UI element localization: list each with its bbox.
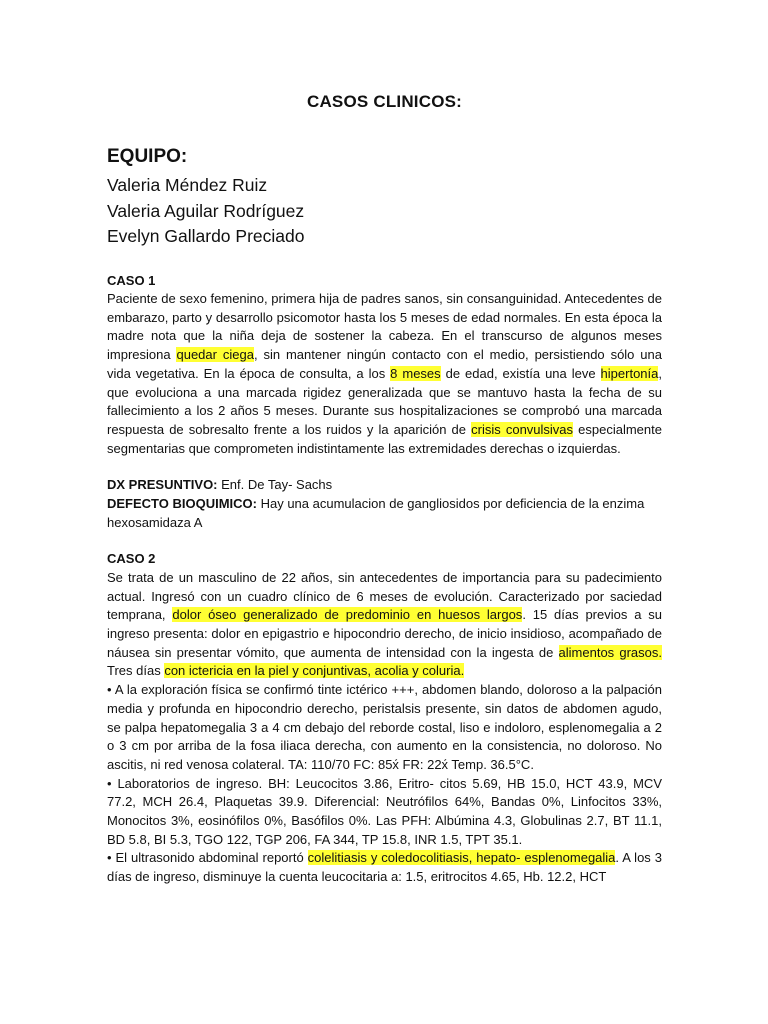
highlighted-text: con ictericia en la piel y conjuntivas, acolia y coluria. <box>164 663 465 679</box>
case-1-heading: CASO 1 <box>107 272 156 288</box>
case-2-heading: CASO 2 <box>107 551 156 567</box>
highlighted-text: alimentos grasos. <box>558 644 662 660</box>
text-run: de edad, existía una leve <box>440 365 601 381</box>
exam-bullet: • A la exploración física se confirmó tinte ictérico +++, abdomen blando, doloroso a la palpación media y profunda en hipocondrio derecho, peristalsis presente, sin datos de abdomen agudo, se palpa hepatomegalia 3 a 4 cm debajo del reborde costal, liso e indoloro, esplenomegalia a 2 o 3 cm por arriba de la fosa iliaca derecha, con aumento en la consistencia, no doloroso. No ascitis, ni red venosa colateral. TA: 110/70 FC: 85x́ FR: 22x́ Temp. 36.5°C. <box>107 682 662 772</box>
team-member: Evelyn Gallardo Preciado <box>107 226 305 246</box>
team-member: Valeria Méndez Ruiz <box>107 175 268 195</box>
diagnosis-label: DX PRESUNTIVO: <box>107 477 218 493</box>
document-title: CASOS CLINICOS: <box>306 92 463 111</box>
team-member: Valeria Aguilar Rodríguez <box>107 200 305 221</box>
highlighted-text: 8 meses <box>390 365 441 381</box>
highlighted-text: colelitiasis y coledocolitiasis, hepato- esplenomegalia <box>307 850 616 866</box>
highlighted-text: hipertonía <box>600 365 659 381</box>
case-1-section <box>107 272 662 533</box>
case-2-paragraph <box>107 569 662 681</box>
case-1-paragraph <box>107 290 662 458</box>
text-run: especialmente segmentarias que comprometen indistintamente las extremidades derechas o izquierdas. <box>107 421 662 456</box>
text-run: . A los 3 días de ingreso, disminuye la cuenta leucocitaria a: 1.5, eritrocitos 4.65, Hb. 12.2, HCT <box>107 850 662 885</box>
highlighted-text: dolor óseo generalizado de predominio en huesos largos <box>172 607 523 623</box>
text-run: Paciente de sexo femenino, primera hija de padres sanos, sin consanguinidad. Antecedentes de embarazo, parto y desarrollo psicomotor hasta los 5 meses de edad normales. En esta época la madre nota que la niña deja de sostener la cabeza. En el transcurso de algunos meses impresiona <box>107 291 662 363</box>
text-run: , que evoluciona a una marcada rigidez generalizada que se mantuvo hasta la fecha de su fallecimiento a los 2 años 5 meses. Durante sus hospitalizaciones se comprobó una marcada respuesta de sobresalto frente a los ruidos y la aparición de <box>107 365 662 437</box>
case-2-section <box>107 550 662 886</box>
highlighted-text: quedar ciega <box>176 347 254 363</box>
team-section <box>107 146 662 250</box>
text-run: , sin mantener ningún contacto con el medio, persistiendo sólo una vida vegetativa. En la época de consulta, a los <box>107 347 662 381</box>
biochemical-defect-label: DEFECTO BIOQUIMICO: <box>107 496 257 512</box>
highlighted-text: crisis convulsivas <box>471 421 574 437</box>
biochemical-defect-line <box>107 495 662 532</box>
diagnosis-value: Enf. De Tay- Sachs <box>217 477 333 493</box>
diagnosis-line <box>107 476 662 495</box>
text-run: . 15 días previos a su ingreso presenta: dolor en epigastrio e hipocondrio derecho, de inicio insidioso, acompañado de náusea sin presentar vómito, que aumenta de intensidad con la ingesta de <box>107 607 662 660</box>
document-page <box>107 92 662 887</box>
labs-bullet: • Laboratorios de ingreso. BH: Leucocitos 3.86, Eritro- citos 5.69, HB 15.0, HCT 43.9, MCV 77.2, MCH 26.4, Plaquetas 39.9. Diferencial: Neutrófilos 64%, Bandas 0%, Linfocitos 33%, Monocitos 3%, eosinófilos 0%, Basófilos 0%. Las PFH: Albúmina 4.3, Globulinas 2.7, BT 11.1, BD 5.8, BI 5.3, TGO 122, TGP 206, FA 344, TP 15.8, INR 1.5, TPT 35.1. <box>107 775 662 847</box>
ultrasound-bullet <box>107 849 662 886</box>
text-run: Tres días <box>107 663 165 679</box>
text-run: • El ultrasonido abdominal reportó <box>107 850 308 866</box>
text-run: Se trata de un masculino de 22 años, sin antecedentes de importancia para su padecimiento actual. Ingresó con un cuadro clínico de 6 meses de evolución. Caracterizado por saciedad temprana, <box>107 569 662 623</box>
biochemical-defect-value: Hay una acumulacion de gangliosidos por deficiencia de la enzima hexosamidaza A <box>107 496 645 530</box>
team-heading: EQUIPO: <box>107 146 188 167</box>
